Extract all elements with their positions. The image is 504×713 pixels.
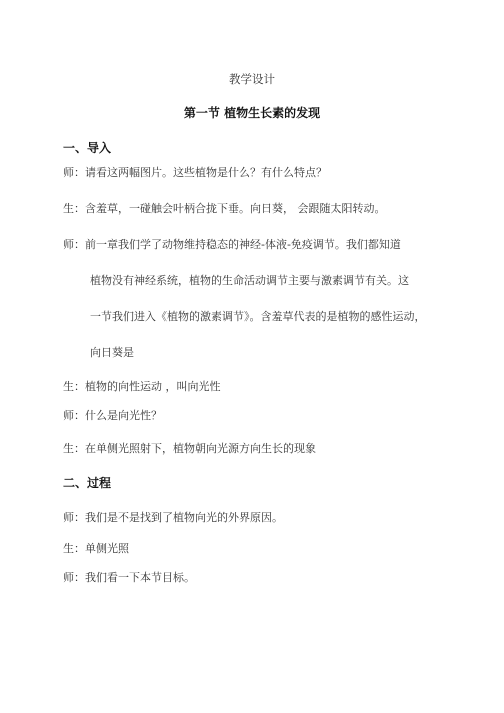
dialogue-line: [63, 436, 459, 462]
speaker-label: 生：: [63, 542, 85, 555]
speaker-label: 师：: [63, 511, 85, 524]
heading-introduction: 一、导入: [63, 141, 112, 155]
dialogue-text: 我们是不是找到了植物向光的外界原因。: [85, 511, 283, 524]
speaker-label: 师：: [63, 571, 85, 584]
speaker-label: 生：: [63, 442, 85, 455]
dialogue-text: 在单侧光照射下，植物朝向光源方向生长的现象: [85, 442, 316, 455]
heading-process: 二、过程: [63, 476, 112, 490]
dialogue-text: 前一章我们学了动物维持稳态的神经-体液-免疫调节。我们都知道: [85, 238, 401, 251]
dialogue-paragraph: [63, 232, 459, 366]
speaker-label: 师：: [63, 238, 85, 251]
dialogue-text: 一节我们进入《植物的激素调节》。含羞草代表的是植物的感性运动，: [90, 310, 426, 323]
dialogue-line: [63, 160, 459, 186]
section-title: 第一节 植物生长素的发现: [183, 106, 321, 120]
dialogue-line: [63, 374, 459, 400]
dialogue-text: 我们看一下本节目标。: [85, 571, 195, 584]
dialogue-text: 植物的向性运动 ，叫向光性: [85, 380, 221, 393]
dialogue-line: [63, 536, 459, 562]
document-title: 教学设计: [229, 72, 275, 86]
dialogue-text: 什么是向光性？: [85, 409, 162, 422]
dialogue-text: 植物没有神经系统，植物的生命活动调节主要与激素调节有关。这: [90, 274, 409, 287]
dialogue-line: [63, 565, 459, 591]
dialogue-line: [63, 403, 459, 429]
speaker-label: 生：: [63, 202, 85, 215]
speaker-label: 师：: [63, 409, 85, 422]
dialogue-line: [63, 196, 459, 222]
dialogue-text: 请看这两幅图片。这些植物是什么？有什么特点？: [85, 166, 327, 179]
dialogue-text: 含羞草，一碰触会叶柄合拢下垂。向日葵， 会跟随太阳转动。: [85, 202, 386, 215]
dialogue-line: [63, 505, 459, 531]
speaker-label: 生：: [63, 380, 85, 393]
dialogue-text: 单侧光照: [85, 542, 129, 555]
dialogue-text: 向日葵是: [90, 346, 134, 359]
speaker-label: 师：: [63, 166, 85, 179]
